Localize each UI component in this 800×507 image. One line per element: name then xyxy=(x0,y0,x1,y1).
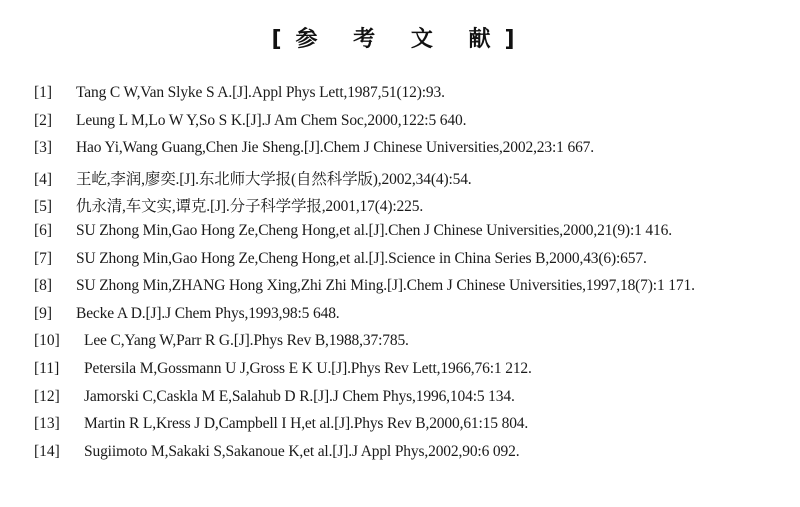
reference-text: Lee C,Yang W,Parr R G.[J].Phys Rev B,1988,37:785. xyxy=(84,332,409,350)
reference-item xyxy=(34,305,784,333)
reference-list xyxy=(34,84,784,470)
reference-text: Sugiimoto M,Sakaki S,Sakanoue K,et al.[J].J Appl Phys,2002,90:6 092. xyxy=(84,442,520,460)
reference-number: [9] xyxy=(34,304,53,322)
reference-number: [6] xyxy=(34,221,53,239)
reference-item xyxy=(34,222,784,250)
reference-text: Hao Yi,Wang Guang,Chen Jie Sheng.[J].Chem J Chinese Universities,2002,23:1 667. xyxy=(76,139,595,157)
reference-text: SU Zhong Min,ZHANG Hong Xing,Zhi Zhi Ming.[J].Chem J Chinese Universities,1997,18(7):1 171. xyxy=(76,277,695,295)
reference-number: [10] xyxy=(34,332,60,350)
reference-number: [1] xyxy=(34,84,53,101)
reference-number: [2] xyxy=(34,111,53,129)
reference-text: Leung L M,Lo W Y,So S K.[J].J Am Chem Soc,2000,122:5 640. xyxy=(76,111,467,129)
reference-number: [8] xyxy=(34,277,53,295)
reference-text: Becke A D.[J].J Chem Phys,1993,98:5 648. xyxy=(76,304,340,322)
reference-text: SU Zhong Min,Gao Hong Ze,Cheng Hong,et al.[J].Chen J Chinese Universities,2000,21(9):1 416. xyxy=(76,221,672,239)
reference-item xyxy=(34,415,784,443)
reference-item xyxy=(34,194,784,222)
reference-number: [11] xyxy=(34,359,60,377)
reference-text: Martin R L,Kress J D,Campbell I H,et al.[J].Phys Rev B,2000,61:15 804. xyxy=(84,415,529,433)
reference-text: Tang C W,Van Slyke S A.[J].Appl Phys Lett,1987,51(12):93. xyxy=(76,84,445,101)
reference-number: [13] xyxy=(34,415,60,433)
reference-item xyxy=(34,332,784,360)
reference-number: [5] xyxy=(34,198,53,216)
reference-number: [4] xyxy=(34,170,53,188)
reference-number: [12] xyxy=(34,387,60,405)
reference-item xyxy=(34,250,784,278)
reference-number: [3] xyxy=(34,139,53,157)
reference-text: 仇永清,车文实,谭克.[J].分子科学学报,2001,17(4):225. xyxy=(76,198,424,216)
reference-text: SU Zhong Min,Gao Hong Ze,Cheng Hong,et al.[J].Science in China Series B,2000,43(6):657. xyxy=(76,249,647,267)
reference-item xyxy=(34,277,784,305)
reference-number: [14] xyxy=(34,442,60,460)
reference-item xyxy=(34,112,784,140)
reference-number: [7] xyxy=(34,249,53,267)
reference-text: Jamorski C,Caskla M E,Salahub D R.[J].J Chem Phys,1996,104:5 134. xyxy=(84,387,515,405)
reference-item xyxy=(34,443,784,471)
reference-item xyxy=(34,167,784,195)
references-heading: [参 考 文 献] xyxy=(271,27,529,52)
reference-text: 王屹,李润,廖奕.[J].东北师大学报(自然科学版),2002,34(4):54. xyxy=(76,170,472,188)
reference-item xyxy=(34,388,784,416)
reference-item xyxy=(34,84,784,112)
reference-item xyxy=(34,360,784,388)
reference-item xyxy=(34,139,784,167)
reference-text: Petersila M,Gossmann U J,Gross E K U.[J].Phys Rev Lett,1966,76:1 212. xyxy=(84,359,532,377)
